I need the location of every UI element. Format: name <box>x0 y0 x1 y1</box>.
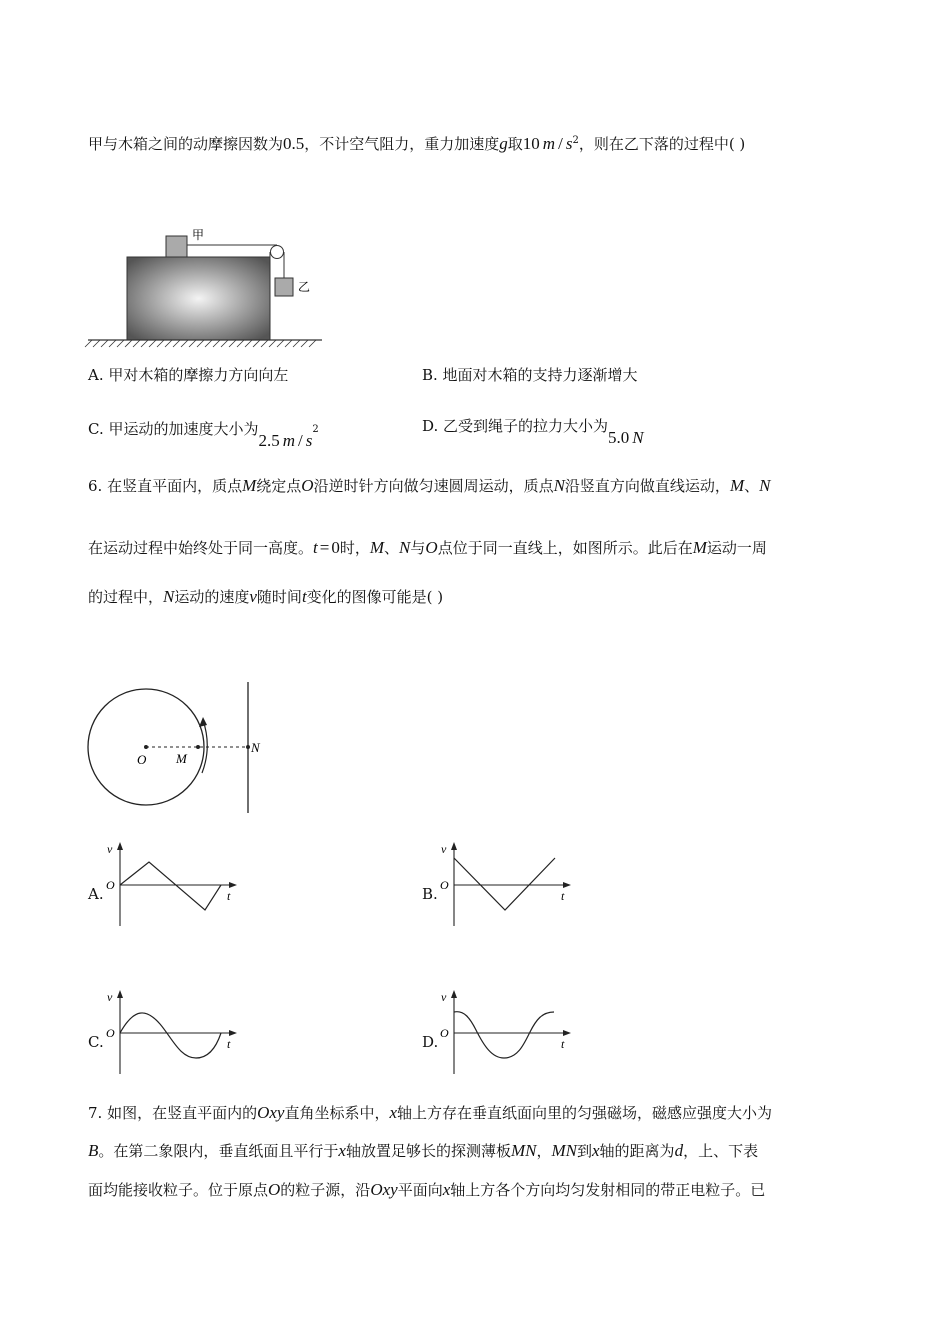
svg-text:v: v <box>441 990 447 1004</box>
t-axis-arrow-icon <box>563 1030 571 1036</box>
t-axis-arrow-icon <box>563 882 571 888</box>
q6-option-c-label[interactable]: C. <box>88 1033 104 1051</box>
svg-text:t: t <box>561 1037 565 1051</box>
g-value: 10 <box>522 134 540 153</box>
mu-value: 0.5 <box>283 134 305 153</box>
q5-option-d[interactable]: D. 乙受到绳子的拉力大小为5.0 N <box>422 417 644 447</box>
curve-a <box>120 862 221 910</box>
q6-option-a-label[interactable]: A. <box>88 885 104 903</box>
wooden-box <box>127 257 270 340</box>
curve-d <box>454 1012 554 1058</box>
q6-option-d-graph[interactable] <box>438 986 580 1078</box>
point-M <box>196 745 200 749</box>
svg-text:O: O <box>440 1026 449 1040</box>
q5-option-a[interactable]: A. 甲对木箱的摩擦力方向向左 <box>88 366 289 384</box>
q5-stem: 甲与木箱之间的动摩擦因数为0.5，不计空气阻力，重力加速度g取10 m / $s^2$，则在乙下落的过程中( ) <box>88 134 746 153</box>
svg-text:v: v <box>107 842 113 856</box>
label-O: O <box>137 752 147 767</box>
q5-option-b[interactable]: B. 地面对木箱的支持力逐渐增大 <box>422 366 638 384</box>
q7-stem-line2: B。在第二象限内，垂直纸面且平行于x轴放置足够长的探测薄板MN，MN到x轴的距离为d，上、下表 <box>88 1141 759 1160</box>
svg-text:O: O <box>440 878 449 892</box>
svg-text:v: v <box>441 842 447 856</box>
q6-option-d-label[interactable]: D. <box>422 1033 439 1051</box>
v-axis-arrow-icon <box>117 990 123 998</box>
q6-option-b-graph[interactable] <box>438 838 580 930</box>
q7-stem-line1: 7. 如图，在竖直平面内的Oxy直角坐标系中，x轴上方存在垂直纸面向里的匀强磁场，磁感应强度大小为 <box>88 1103 773 1122</box>
block-jia <box>166 236 187 257</box>
q6-stem-line1: 6. 在竖直平面内，质点M绕定点O沿逆时针方向做匀速圆周运动，质点N沿竖直方向做直线运动，M、N <box>88 476 771 495</box>
g-symbol: g <box>499 134 508 153</box>
q6-option-b-label[interactable]: B. <box>422 885 438 903</box>
label-M: M <box>176 751 187 766</box>
svg-text:t: t <box>227 1037 231 1051</box>
t-axis-arrow-icon <box>229 882 237 888</box>
point-O <box>144 745 148 749</box>
svg-text:O: O <box>106 1026 115 1040</box>
label-jia: 甲 <box>192 228 205 242</box>
svg-text:v: v <box>107 990 113 1004</box>
block-yi <box>275 278 293 296</box>
curve-b <box>454 858 555 910</box>
svg-text:t: t <box>561 889 565 903</box>
box-pulley-figure <box>80 220 340 350</box>
svg-text:O: O <box>106 878 115 892</box>
t-axis-arrow-icon <box>229 1030 237 1036</box>
label-N: N <box>251 740 260 755</box>
circle-motion-figure <box>80 680 280 820</box>
q6-option-c-graph[interactable] <box>104 986 246 1078</box>
q6-stem-line2: 在运动过程中始终处于同一高度。t = 0时，M、N与O点位于同一直线上，如图所示。此后在M运动一周 <box>88 538 767 557</box>
v-axis-arrow-icon <box>451 842 457 850</box>
label-yi: 乙 <box>298 280 311 294</box>
q7-stem-line3: 面均能接收粒子。位于原点O的粒子源，沿Oxy平面向x轴上方各个方向均匀发射相同的带正电粒子。已 <box>88 1180 766 1199</box>
arrowhead-icon <box>199 717 207 727</box>
q6-stem-line3: 的过程中，N运动的速度v随时间t变化的图像可能是( ) <box>88 587 444 606</box>
svg-text:t: t <box>227 889 231 903</box>
v-axis-arrow-icon <box>117 842 123 850</box>
curve-c <box>120 1013 221 1058</box>
q5-option-c[interactable]: C. 甲运动的加速度大小为2.5 m / $s^2$ <box>88 420 319 450</box>
pulley <box>271 246 284 259</box>
v-axis-arrow-icon <box>451 990 457 998</box>
q6-option-a-graph[interactable] <box>104 838 246 930</box>
